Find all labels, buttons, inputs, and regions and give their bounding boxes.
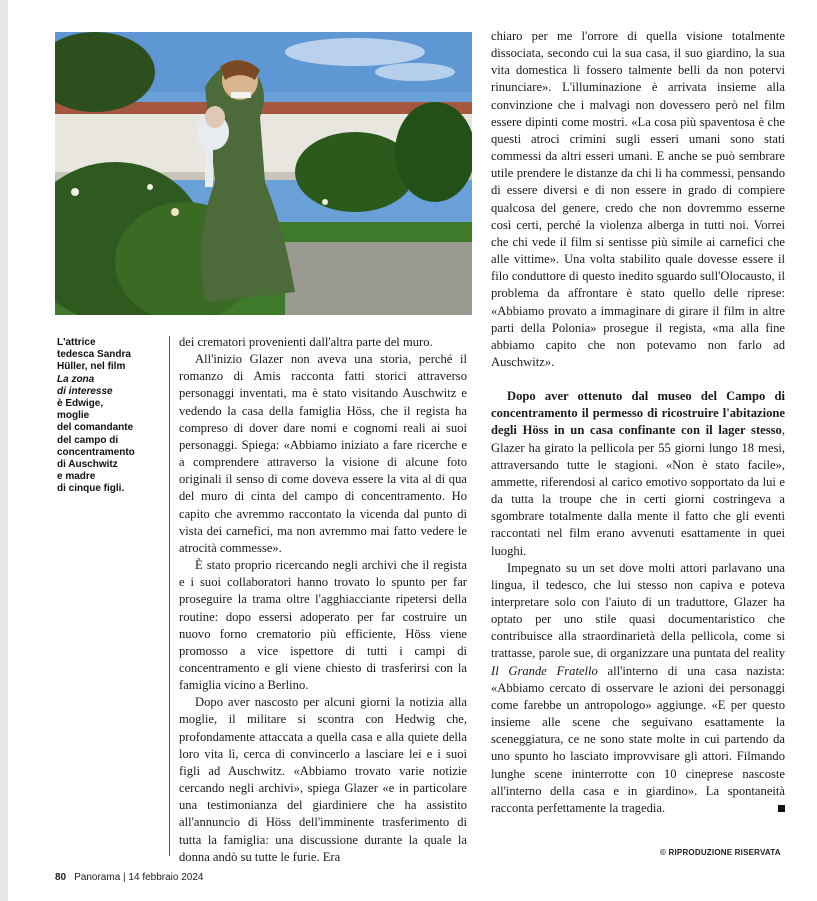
- film-still-photo: [55, 32, 472, 315]
- caption-line: tedesca Sandra: [57, 349, 131, 361]
- paragraph-text: , Glazer ha girato la pellicola per 55 giorni lungo 18 mesi, attraversando tutte le stagioni. «Non è stato facile», ammette, riferendosi al carico emotivo sopportato da lui e da tutta la troupe che in certi giorni costringeva a sgombrare totalmente dalla mente il fatto che gli eventi raccontati nel film erano avvenuti esattamente in quei luoghi.: [491, 423, 785, 558]
- magazine-issue: Panorama | 14 febbraio 2024: [74, 872, 204, 883]
- page-footer: [55, 872, 203, 883]
- page-edge: [0, 0, 8, 901]
- article-paragraph: È stato proprio ricercando negli archivi che il regista e i suoi collaboratori hanno trovato lo spunto per far proseguire la trama oltre l'agghiacciante ripetersi della routine: dopo essersi adoperato per far costruire un nuovo forno crematorio più efficiente, Höss viene promosso a vice ispettore di tutti i campi di concentramento e gli viene chiesto di trasferirsi con la famiglia vicino a Berlino.: [179, 558, 467, 693]
- column-divider: [169, 336, 170, 856]
- article-paragraph: All'inizio Glazer non aveva una storia, perché il romanzo di Amis racconta fatti storici attraverso personaggi inventati, ma è stato visitando Auschwitz e vedendo la casa della famiglia Höss, che il regista ha compreso di dover dare nomi e cognomi reali ai suoi personaggi. Spiega: «Abbiamo iniziato a fare ricerche e a comprendere attraverso la visione di alcune foto originali il senso di come doveva essere la vita al di qua del muro di cinta del campo di concentramento. Ho capito che avremmo raccontato la vicenda dal punto di vista dei carnefici, ma non avremmo mai fatto vedere le atrocità commesse».: [179, 352, 467, 555]
- bold-lead-in: Dopo aver ottenuto dal museo del Campo di concentramento il permesso di ricostruire l'abitazione degli Höss in un casa confinante con il lager stesso: [491, 389, 785, 438]
- caption-film-title: di interesse: [57, 385, 113, 397]
- article-paragraph: dei crematori provenienti dall'altra parte del muro.: [179, 335, 433, 349]
- end-of-article-mark: [778, 805, 785, 812]
- caption-line: di cinque figli.: [57, 483, 125, 495]
- paragraph-text: Impegnato su un set dove molti attori parlavano una lingua, il tedesco, che lui stesso non capiva e poteva interpretare solo con l'aiuto di un traduttore, Glazer ha optato per uno stile quasi documentaristico che contribuisce alla straordinarietà della pellicola, come si trattasse, parole sue, di organizzare una puntata del reality: [491, 560, 785, 661]
- show-title: Il Grande Fratello: [491, 663, 598, 678]
- caption-line: e madre: [57, 471, 96, 483]
- caption-film-title: La zona: [57, 373, 95, 385]
- article-paragraph: [491, 560, 785, 817]
- article-paragraph: Dopo aver nascosto per alcuni giorni la notizia alla moglie, il militare si scontra con Hedwig che, profondamente attaccata a quella casa e alla quiete della loro vita lì, cerca di convincerlo a lasciare lei e i suoi figli ad Auschwitz. «Abbiamo trovato varie notizie cercando negli archivi», spiega Glazer «e in particolare una testimonianza del giardiniere che ha assistito all'annuncio di Höss dell'imminente trasferimento di tutta la famiglia: una discussione durante la quale la donna andò su tutte le furie. Era: [179, 695, 467, 864]
- article-column-2: [491, 28, 785, 817]
- caption-line: moglie: [57, 410, 90, 422]
- caption-line: di Auschwitz: [57, 459, 118, 471]
- caption-line: è Edwige,: [57, 398, 104, 410]
- caption-line: del comandante: [57, 422, 134, 434]
- caption-line: Hüller, nel film: [57, 361, 126, 373]
- copyright-notice: © RIPRODUZIONE RISERVATA: [660, 848, 781, 857]
- photo-caption: [57, 337, 157, 496]
- article-column-1: [179, 334, 467, 866]
- caption-line: del campo di: [57, 434, 119, 446]
- paragraph-gap: [491, 371, 785, 388]
- caption-line: L'attrice: [57, 337, 96, 348]
- article-paragraph: [491, 388, 785, 560]
- paragraph-text: all'interno di una casa nazista: «Abbiamo cercato di osservare le azioni dei personaggi come farebbe un antropologo» aggiunge. «E per questo insieme alle scene che seguivano esattamente la sceneggiatura, ce ne sono state molte in cui partendo da uno spunto ho lasciato improvvisare gli attori. Filmando lunghe scene ininterrotte con 10 cineprese nascoste all'interno della casa e in giardino». La spontaneità racconta perfettamente la tragedia.: [491, 663, 785, 815]
- article-paragraph: chiaro per me l'orrore di quella visione totalmente dissociata, secondo cui la sua casa, il suo giardino, la sua vita domestica li fossero talmente belli da non potervi rinunciare». L'illuminazione è arrivata insieme alla convinzione che i malvagi non dovessero però nel film essere dipinti come mostri. «La cosa più spaventosa è che questi atroci crimini sugli esseri umani sono stati commessi da altri esseri umani. E anche se può sembrare utile prendere le distanze da chi li ha commessi, pensando di essere diversi e di non essere in grado di compiere qualcosa del genere, credo che non dovremmo esserne così certi, perché la violenza alberga in tutti noi. Vorrei che chi vede il film si sentisse più simile ai carnefici che alle vittime». Una volta stabilito quale dovesse essere il filo conduttore di questo inedito sguardo sull'Olocausto, il problema da affrontare è stato quello delle riprese: «Abbiamo provato a immaginare di girare il film in altre parti della Polonia» prosegue il regista, «ma alla fine abbiamo capito che non potevamo non farlo ad Auschwitz».: [491, 29, 785, 369]
- page-number: 80: [55, 872, 67, 883]
- caption-line: concentramento: [57, 446, 135, 458]
